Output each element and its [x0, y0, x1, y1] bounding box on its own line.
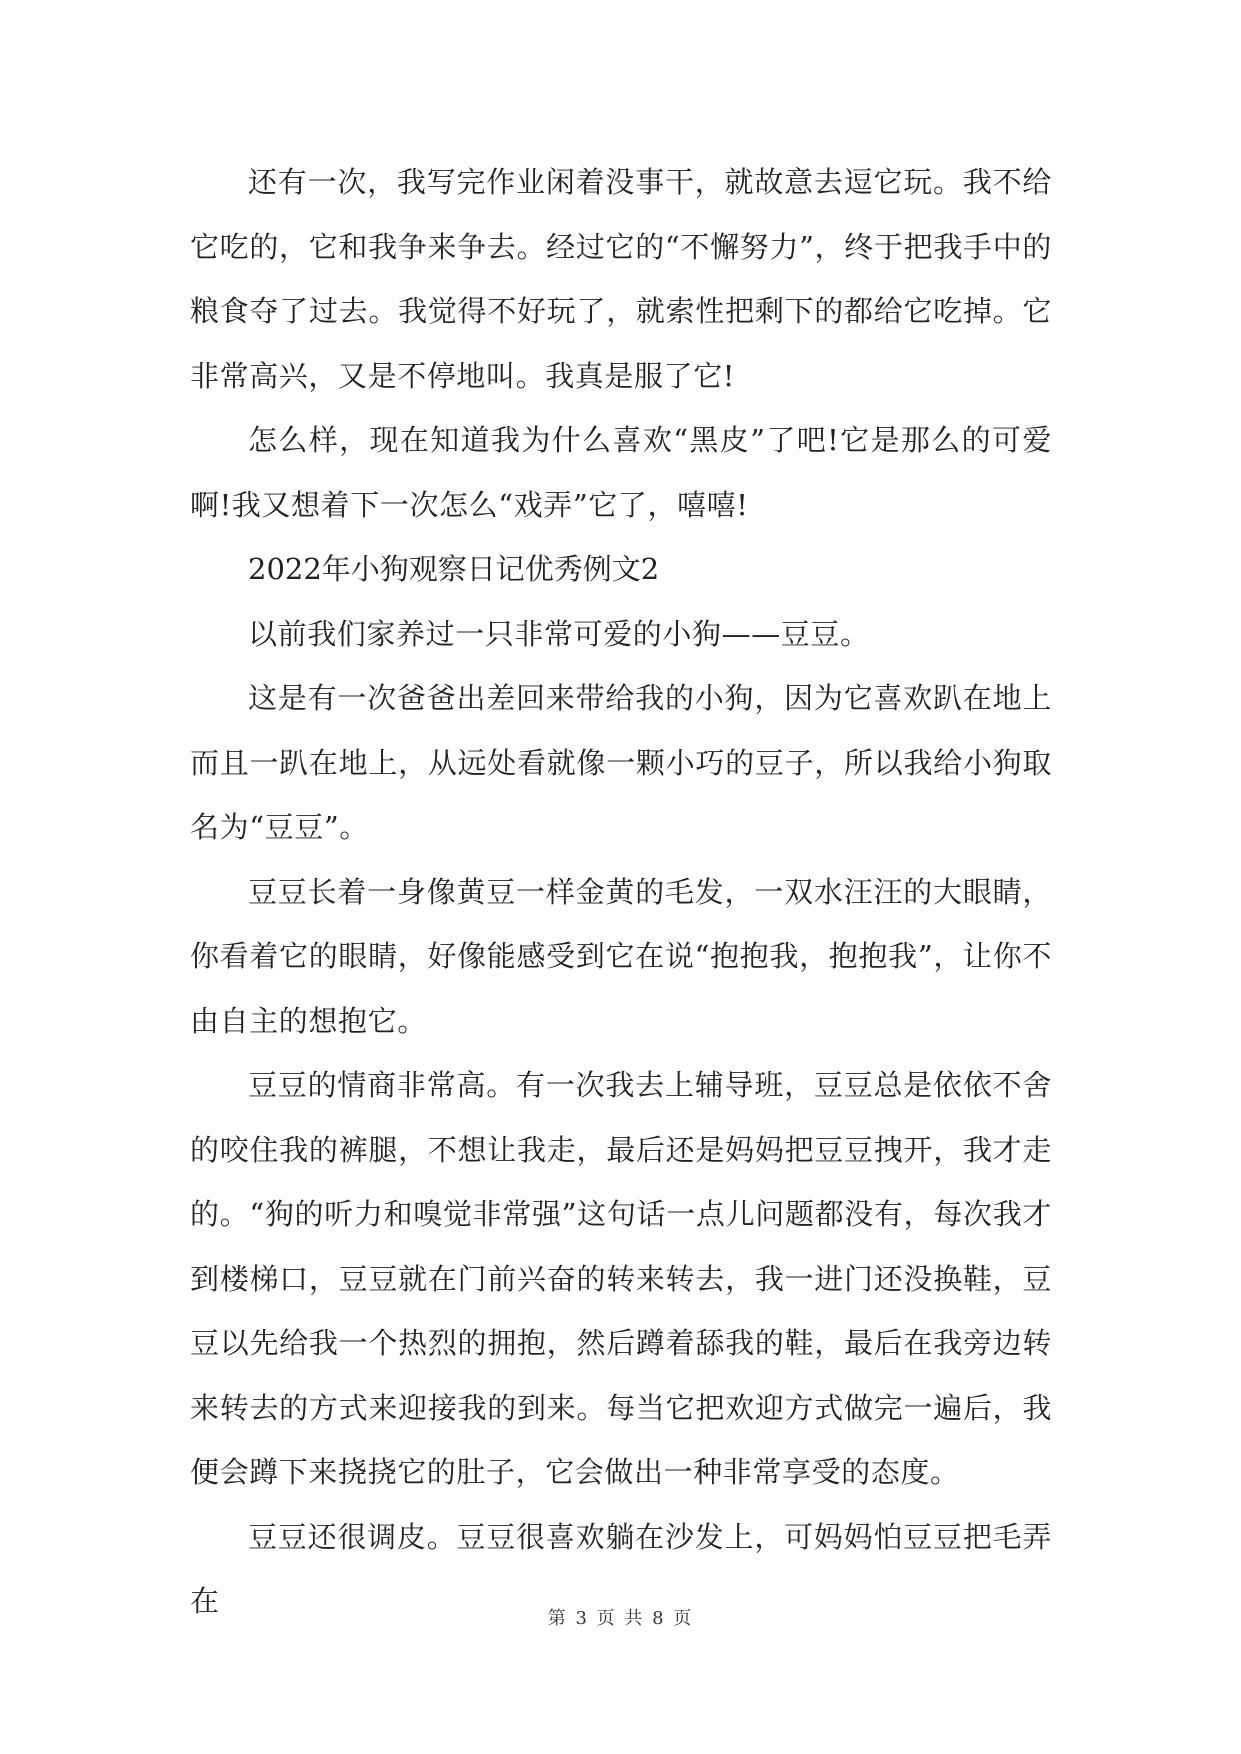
- page-footer: 第 3 页 共 8 页: [547, 1608, 694, 1629]
- paragraph-3: 以前我们家养过一只非常可爱的小狗——豆豆。: [248, 616, 870, 651]
- paragraph-2: 怎么样，现在知道我为什么喜欢“黑皮”了吧!它是那么的可爱啊!我又想着下一次怎么“戏弄”它了，嘻嘻!: [190, 423, 1052, 522]
- paragraph-5: 豆豆长着一身像黄豆一样金黄的毛发，一双水汪汪的大眼睛，你看着它的眼睛，好像能感受到它在说“抱抱我，抱抱我”，让你不由自主的想抱它。: [190, 874, 1052, 1038]
- paragraph-1: 还有一次，我写完作业闲着没事干，就故意去逗它玩。我不给它吃的，它和我争来争去。经过它的“不懈努力”，终于把我手中的粮食夺了过去。我觉得不好玩了，就索性把剩下的都给它吃掉。它非常高兴，又是不停地叫。我真是服了它!: [190, 165, 1052, 393]
- section-heading: 2022年小狗观察日记优秀例文2: [248, 552, 660, 586]
- paragraph-6: 豆豆的情商非常高。有一次我去上辅导班，豆豆总是依依不舍的咬住我的裤腿，不想让我走，最后还是妈妈把豆豆拽开，我才走的。“狗的听力和嗅觉非常强”这句话一点儿问题都没有，每次我才到楼梯口，豆豆就在门前兴奋的转来转去，我一进门还没换鞋，豆豆以先给我一个热烈的拥抱，然后蹲着舔我的鞋，最后在我旁边转来转去的方式来迎接我的到来。每当它把欢迎方式做完一遍后，我便会蹲下来挠挠它的肚子，它会做出一种非常享受的态度。: [190, 1068, 1052, 1489]
- document-page: [190, 150, 1052, 1634]
- paragraph-7: 豆豆还很调皮。豆豆很喜欢躺在沙发上，可妈妈怕豆豆把毛弄在: [190, 1519, 1052, 1618]
- paragraph-4: 这是有一次爸爸出差回来带给我的小狗，因为它喜欢趴在地上而且一趴在地上，从远处看就像一颗小巧的豆子，所以我给小狗取名为“豆豆”。: [190, 681, 1052, 844]
